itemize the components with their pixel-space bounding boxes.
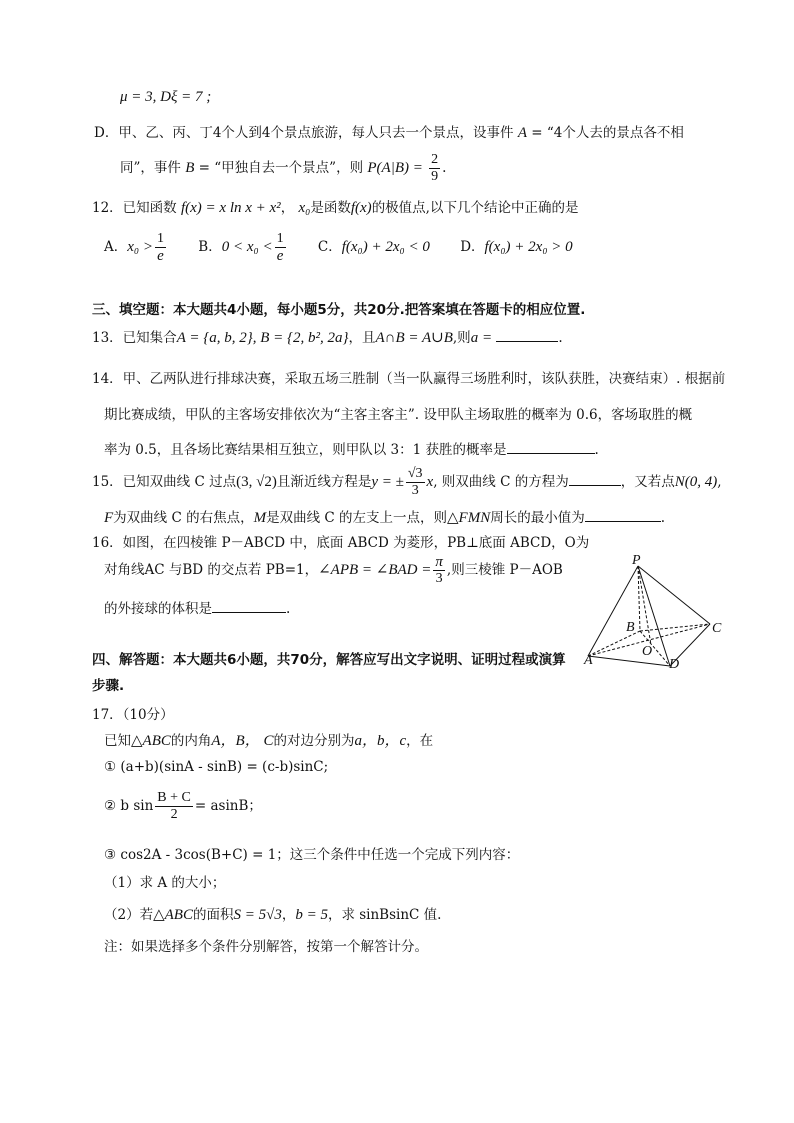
q13: 13．已知集合A = {a, b, 2}, B = {2, b², 2a}，且A∩B = A∪B,则a = . xyxy=(92,327,563,348)
section4-heading-line1: 四、解答题：本大题共6小题，共70分，解答应写出文字说明、证明过程或演算 xyxy=(92,652,566,668)
q15-equation-blank xyxy=(569,471,621,486)
q14-line1: 14．甲、乙两队进行排球决赛，采取五场三胜制（当一队赢得三场胜利时，该队获胜，决赛结束）. 根据前 xyxy=(92,371,726,387)
q13-var: a = xyxy=(470,330,493,346)
q17-note: 注：如果选择多个条件分别解答，按第一个解答计分。 xyxy=(104,939,428,955)
q17-condition1: ① (a+b)(sinA - sinB) = (c-b)sinC; xyxy=(104,759,329,775)
q16-line2: 对角线AC 与BD 的交点若 PB=1，∠APB = ∠BAD = $\frac{\pi}{3}$ ,则三棱锥 P－AOB xyxy=(104,554,563,586)
q13-answer-blank xyxy=(496,327,558,342)
label-d: D xyxy=(669,657,680,672)
q15-asymptote: y = ± xyxy=(371,474,404,490)
section4-heading-line2: 步骤. xyxy=(92,678,125,694)
option-d-l2a: 同”，事件 xyxy=(120,160,181,176)
option-d-l2b: = “甲独自去一个景点”，则 xyxy=(198,160,364,176)
q15-triangle: △FMN xyxy=(447,510,491,526)
q12-stem-a: 12．已知函数 xyxy=(92,200,177,216)
label-c: C xyxy=(712,621,722,636)
q12-option-b: B．0 < x₀ < $\frac{1}{e}$ xyxy=(198,231,284,264)
option-d-prefix: D．甲、乙、丙、丁4个人到4个景点旅游，每人只去一个景点，设事件 xyxy=(94,125,514,141)
q14-line3: 率为 0.5，且各场比赛结果相互独立，则甲队以 3：1 获胜的概率是 . xyxy=(104,439,599,460)
q17-intro: 已知△ABC的内角A，B， C的对边分别为a，b，c，在 xyxy=(104,733,434,749)
label-a: A xyxy=(584,653,593,668)
q14-line2: 期比赛成绩，甲队的主客场安排依次为“主客主客主”. 设甲队主场取胜的概率为 0.6，客场取胜的概 xyxy=(104,407,693,423)
q14-answer-blank xyxy=(507,439,595,454)
q17-part2: （2）若△ABC的面积S = 5√3，b = 5，求 sinBsinC 值. xyxy=(104,907,442,923)
q15-min-blank xyxy=(585,507,661,522)
q12-options xyxy=(104,230,573,264)
option-d-eq: = “4个人去的景点各不相 xyxy=(531,125,684,141)
prev-option-d-line1 xyxy=(94,123,684,143)
q15-line1: 15．已知双曲线 C 过点(3, √2)且渐近线方程是y = ± $\frac{√3}{3}$ x, 则双曲线 C 的方程为 ，又若点N(0, 4), xyxy=(92,466,722,498)
q13-sets: A = {a, b, 2}, B = {2, b², 2a} xyxy=(176,330,349,346)
q15-line2: F为双曲线 C 的右焦点，M是双曲线 C 的左支上一点，则△FMN周长的最小值为 . xyxy=(104,507,665,528)
q12-stem: 12．已知函数 f(x) = x ln x + x²， x₀是函数f(x)的极值点,以下几个结论中正确的是 xyxy=(92,200,579,216)
label-p: P xyxy=(632,553,641,568)
q16-angles: ∠APB = ∠BAD = xyxy=(318,562,432,578)
section3-heading: 三、填空题：本大题共4小题，每小题5分，共20分.把答案填在答题卡的相应位置. xyxy=(92,302,586,318)
prev-option-d-line2: 同”，事件 B = “甲独自去一个景点”，则 P(A|B) = $\frac{2}{9}$ . xyxy=(120,152,447,184)
q12-func: f(x) = x ln x + x² xyxy=(180,200,281,216)
prev-mu-line xyxy=(120,87,211,107)
q12-option-d: D．f(x₀) + 2x₀ > 0 xyxy=(460,239,573,255)
q17-part1: （1）求 A 的大小； xyxy=(104,875,226,891)
q15-point-n: N(0, 4) xyxy=(674,474,718,490)
conditional-prob: P(A|B) = xyxy=(367,160,423,176)
q17-condition3: ③ cos2A - 3cos(B+C) = 1；这三个条件中任选一个完成下列内容： xyxy=(104,847,520,863)
q12-stem-d: 的极值点,以下几个结论中正确的是 xyxy=(371,200,579,216)
q12-x0: x₀ xyxy=(298,200,311,216)
q16-line3: 的外接球的体积是 . xyxy=(104,598,290,619)
q12-stem-c: 是函数 xyxy=(310,200,351,216)
q12-option-a: A．x₀ > $\frac{1}{e}$ xyxy=(104,231,164,264)
q17-condition2: ② b sin $\frac{B + C}{2}$ = asinB； xyxy=(104,790,262,822)
pyramid-figure xyxy=(582,552,732,672)
event-a: A xyxy=(517,125,527,141)
q16-answer-blank xyxy=(212,598,286,613)
q15-point: (3, √2) xyxy=(236,474,277,490)
label-b: B xyxy=(626,620,635,635)
q17-title: 17．（10分） xyxy=(92,707,174,723)
event-b: B xyxy=(185,160,195,176)
label-o: O xyxy=(642,644,653,659)
q16-line1: 16．如图，在四棱锥 P－ABCD 中，底面 ABCD 为菱形，PB⊥底面 ABCD，O为 xyxy=(92,535,590,551)
fraction-2-9: $\frac{2}{9}$ xyxy=(431,152,439,184)
q13-condition: A∩B = A∪B xyxy=(375,330,453,346)
q12-option-c: C．f(x₀) + 2x₀ < 0 xyxy=(317,239,430,255)
mu-equation: μ = 3, Dξ = 7 ; xyxy=(120,89,212,105)
q12-fx: f(x) xyxy=(350,200,372,216)
